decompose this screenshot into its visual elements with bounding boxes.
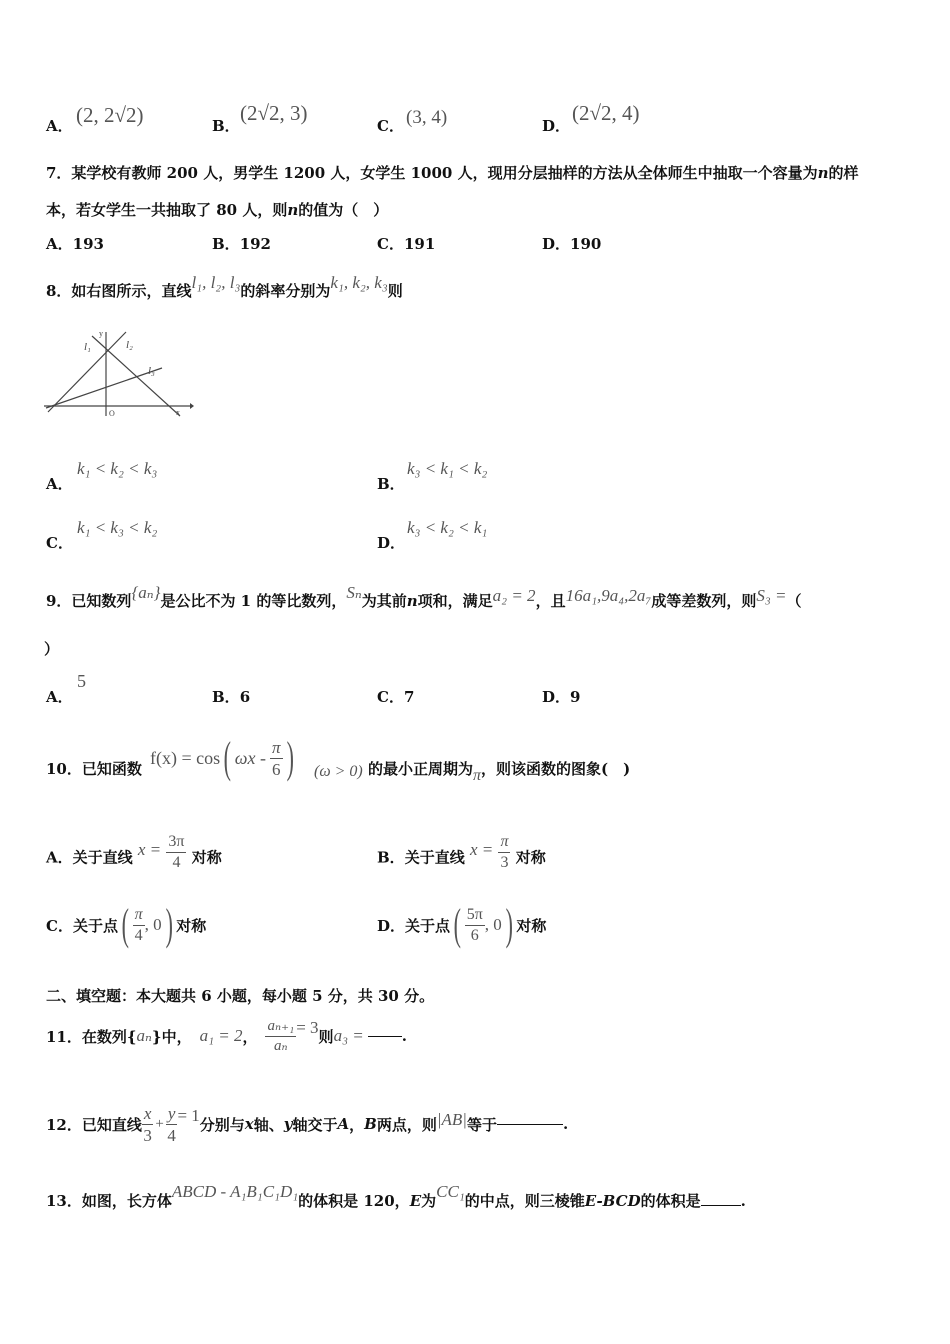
q6-option-a-math: (2, 2√2) bbox=[76, 103, 144, 127]
q12-answer-blank[interactable] bbox=[497, 1124, 563, 1125]
q8-option-b-math: k₃ < k₁ < k₂ bbox=[407, 459, 488, 478]
q9-option-b: B．6 bbox=[212, 688, 251, 706]
label-origin: O bbox=[109, 409, 115, 418]
q12-stem: 12．已知直线 $\frac{x}{3}$ + $\frac{y}{4}$ = 1 分别与 x 轴、 y 轴交于 A ， B 两点，则 |AB| 等于 . bbox=[46, 1103, 569, 1145]
q11-answer-blank[interactable] bbox=[368, 1036, 402, 1037]
label-l2: l₂ bbox=[126, 339, 133, 351]
q10-stem-prefix: 10．已知函数 bbox=[46, 760, 142, 778]
q10-option-c: C． 关于点 ( $\frac{\pi}{4}$ , 0 ) 对称 bbox=[46, 900, 207, 949]
label-x: x bbox=[176, 408, 180, 417]
q8-option-d-math: k₃ < k₂ < k₁ bbox=[407, 518, 488, 537]
q10-option-a: A．关于直线 x = $\frac{3\pi}{4}$ 对称 bbox=[46, 833, 222, 871]
label-y: y bbox=[99, 329, 103, 338]
label-l1: l₁ bbox=[84, 341, 91, 353]
q6-option-b-math: (2√2, 3) bbox=[240, 101, 308, 125]
q9-option-a-label: A． bbox=[46, 688, 73, 706]
q6-option-b-label: B． bbox=[212, 117, 240, 135]
line-l1 bbox=[92, 336, 180, 416]
q8-option-b-label: B． bbox=[377, 475, 405, 493]
q7-option-b: B．192 bbox=[212, 235, 271, 253]
q7-line-1: 7．某学校有教师 200 人，男学生 1200 人，女学生 1000 人，现用分层抽样的方法从全体师生中抽取一个容量为n的样 bbox=[46, 164, 859, 182]
q7-line-2: 本，若女学生一共抽取了 80 人，则n的值为（ ） bbox=[46, 201, 389, 219]
label-l3: l₃ bbox=[148, 365, 155, 377]
q8-option-c-label: C． bbox=[46, 534, 73, 552]
q6-option-d-math: (2√2, 4) bbox=[572, 101, 640, 125]
q8-option-d-label: D． bbox=[377, 534, 406, 552]
q7-option-d: D．190 bbox=[542, 235, 602, 253]
q9-close-paren: ） bbox=[44, 640, 60, 658]
q8-stem: 8．如右图所示，直线l₁, l₂, l₃的斜率分别为k₁, k₂, k₃则 bbox=[46, 273, 403, 300]
q9-option-a-value: 5 bbox=[77, 671, 86, 691]
x-axis-arrow-icon bbox=[190, 403, 194, 409]
q9-stem: 9．已知数列{aₙ}是公比不为 1 的等比数列，Sₙ为其前n项和，满足a₂ = 2，且16a₁,9a₄,2a₇成等差数列，则S₃ =（ bbox=[46, 583, 802, 610]
q6-option-c-label: C． bbox=[377, 117, 404, 135]
q8-line-graph bbox=[44, 326, 194, 418]
q6-option-d-label: D． bbox=[542, 117, 571, 135]
q9-option-d: D．9 bbox=[542, 688, 581, 706]
q13-answer-blank[interactable] bbox=[701, 1205, 741, 1206]
q11-stem: 11．在数列{ aₙ }中， a₁ = 2 ， $\frac{\text{aₙ₊₁}}{\text{aₙ}}$ = 3 则 a₃ = . bbox=[46, 1017, 407, 1054]
q7-option-a: A．193 bbox=[46, 235, 104, 253]
q10-option-b: B．关于直线 x = $\frac{\pi}{3}$ 对称 bbox=[377, 833, 546, 871]
q10-option-d: D． 关于点 ( $\frac{5\pi}{6}$ , 0 ) 对称 bbox=[377, 900, 547, 949]
q10-function: f(x) = cos ( ωx - $\frac{\pi}{6}$ ) bbox=[150, 733, 294, 782]
line-l3 bbox=[46, 368, 162, 408]
q8-option-c-math: k₁ < k₃ < k₂ bbox=[77, 518, 158, 537]
section-2-heading: 二、填空题：本大题共 6 小题，每小题 5 分，共 30 分。 bbox=[46, 987, 435, 1005]
q10-omega-condition: (ω > 0) bbox=[314, 763, 363, 780]
q7-option-c: C．191 bbox=[377, 235, 436, 253]
q8-option-a-label: A． bbox=[46, 475, 73, 493]
q8-option-a-math: k₁ < k₂ < k₃ bbox=[77, 459, 158, 478]
q10-stem-rest: 的最小正周期为π，则该函数的图象( ) bbox=[368, 760, 631, 784]
q9-option-c: C．7 bbox=[377, 688, 415, 706]
q13-stem: 13．如图，长方体ABCD - A₁B₁C₁D₁的体积是 120，E为CC₁的中点，则三棱锥E-BCD的体积是 . bbox=[46, 1182, 746, 1210]
q6-option-a-label: A． bbox=[46, 117, 73, 135]
q6-option-c-math: (3, 4) bbox=[406, 107, 448, 128]
